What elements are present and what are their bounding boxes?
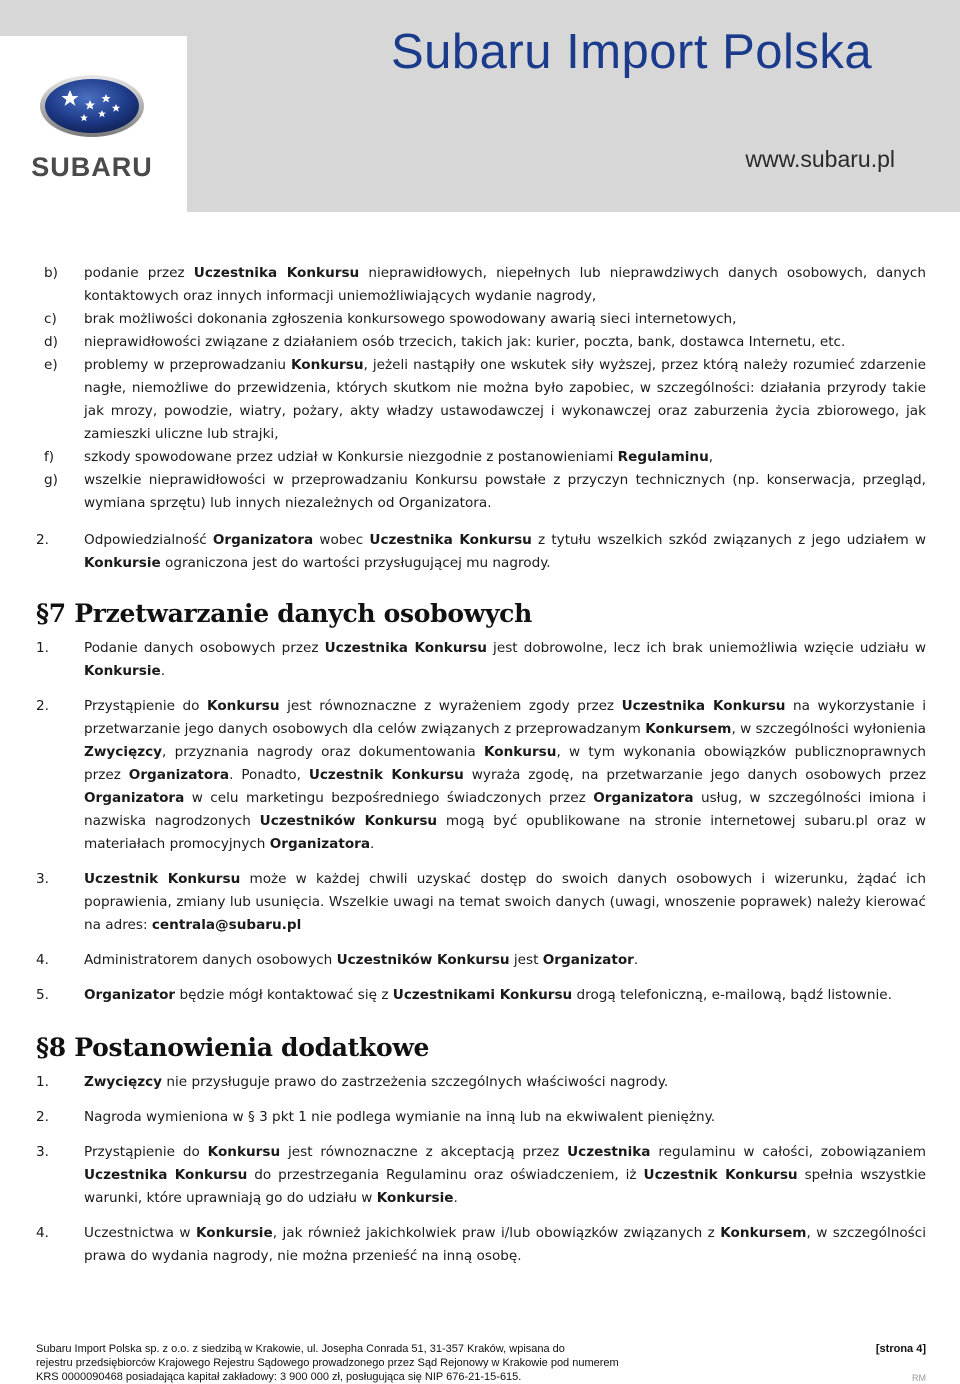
list-item-label: c): [44, 311, 57, 327]
numbered-item: [36, 949, 926, 972]
numbered-item: [36, 529, 926, 575]
numbered-item-label: 4.: [36, 952, 49, 968]
list-item: [36, 308, 926, 331]
numbered-item-text: Przystąpienie do Konkursu jest równoznaczne z akceptacją przez Uczestnika regulaminu w całości, zobowiązaniem Uczestnika Konkursu do przestrzegania Regulaminu oraz oświadczeniem, iż Uczestnik Konkursu spełnia wszystkie warunki, które uprawniają go do udziału w Konkursie.: [84, 1144, 927, 1206]
list-item-text: podanie przez Uczestnika Konkursu nieprawidłowych, niepełnych lub nieprawdziwych danych osobowych, danych kontaktowych oraz innych informacji uniemożliwiających wydanie nagrody,: [84, 265, 927, 304]
list-item-label: e): [44, 357, 58, 373]
numbered-item: [36, 1141, 926, 1210]
list-item-text: brak możliwości dokonania zgłoszenia konkursowego spowodowany awarią sieci internetowych,: [84, 311, 737, 327]
list-item-text: szkody spowodowane przez udział w Konkursie niezgodnie z postanowieniami Regulaminu,: [84, 449, 714, 465]
numbered-item: [36, 1106, 926, 1129]
section-7-list: [36, 637, 926, 1007]
numbered-item: [36, 1222, 926, 1268]
numbered-item-text: Odpowiedzialność Organizatora wobec Uczestnika Konkursu z tytułu wszelkich szkód związanych z jego udziałem w Konkursie ograniczona jest do wartości przysługującej mu nagrody.: [84, 532, 926, 571]
list-item-label: b): [44, 265, 58, 281]
list-item: [36, 262, 926, 308]
numbered-item-text: Podanie danych osobowych przez Uczestnika Konkursu jest dobrowolne, lecz ich brak uniemożliwia wzięcie udziału w Konkursie.: [84, 640, 926, 679]
subaru-logo: [0, 36, 187, 212]
list-item-label: d): [44, 334, 58, 350]
logo-wordmark: SUBARU: [31, 152, 153, 182]
document-body: [36, 262, 926, 1268]
numbered-item-label: 1.: [36, 1074, 49, 1090]
list-item-text: problemy w przeprowadzaniu Konkursu, jeżeli nastąpiły one wskutek siły wyższej, przez którą należy rozumieć zdarzenie nagłe, niemożliwe do przewidzenia, których skutkom nie można było zapobiec, w szczególności: działania przyrody takie jak mrozy, powodzie, wiatry, pożary, akty władzy ustawodawczej i wykonawczej oraz zaburzenia życia zbiorowego, jak zamieszki uliczne lub strajki,: [84, 357, 926, 442]
liability-exclusions-list: [36, 262, 926, 515]
numbered-item: [36, 984, 926, 1007]
subaru-logo-icon: [26, 66, 162, 184]
numbered-item-text: Zwycięzcy nie przysługuje prawo do zastrzeżenia szczególnych właściwości nagrody.: [84, 1074, 669, 1090]
numbered-item-label: 3.: [36, 1144, 49, 1160]
numbered-item: [36, 868, 926, 937]
numbered-item-label: 5.: [36, 987, 49, 1003]
numbered-item: [36, 637, 926, 683]
numbered-item-text: Przystąpienie do Konkursu jest równoznaczne z wyrażeniem zgody przez Uczestnika Konkursu na wykorzystanie i przetwarzanie jego danych osobowych dla celów związanych z przeprowadzanym Konkursem, w szczególności wyłonienia Zwycięzcy, przyznania nagrody oraz dokumentowania Konkursu, w tym wykonania obowiązków publicznoprawnych przez Organizatora. Ponadto, Uczestnik Konkursu wyraża zgodę, na przetwarzanie jego danych osobowych przez Organizatora w celu marketingu bezpośredniego świadczonych przez Organizatora usług, w szczególności imiona i nazwiska nagrodzonych Uczestników Konkursu mogą być opublikowane na stronie internetowej subaru.pl oraz w materiałach promocyjnych Organizatora.: [84, 698, 927, 852]
page-number: [strona 4]: [875, 1343, 926, 1355]
section-heading-7: §7 Przetwarzanie danych osobowych: [36, 599, 532, 628]
list-item-text: nieprawidłowości związane z działaniem osób trzecich, takich jak: kurier, poczta, bank, dostawca Internetu, etc.: [84, 334, 846, 350]
footer-company-line-2: rejestru przedsiębiorców Krajowego Rejestru Sądowego prowadzonego przez Sąd Rejonowy w Krakowie pod numerem: [36, 1357, 619, 1369]
section-heading-8: §8 Postanowienia dodatkowe: [36, 1033, 430, 1062]
numbered-item-label: 2.: [36, 1109, 49, 1125]
brand-url[interactable]: www.subaru.pl: [745, 146, 895, 172]
list-item-label: f): [44, 449, 55, 465]
numbered-item-label: 3.: [36, 871, 49, 887]
page-header: [0, 0, 960, 212]
numbered-item-label: 1.: [36, 640, 49, 656]
numbered-item: [36, 1071, 926, 1094]
numbered-item-text: Organizator będzie mógł kontaktować się z Uczestnikami Konkursu drogą telefoniczną, e-mailową, bądź listownie.: [84, 987, 892, 1003]
numbered-item-text: Uczestnictwa w Konkursie, jak również jakichkolwiek praw i/lub obowiązków związanych z Konkursem, w szczególności prawa do wydania nagrody, nie można przenieść na inną osobę.: [84, 1225, 926, 1264]
footer-rm-mark: RM: [912, 1373, 926, 1383]
numbered-item-text: Nagroda wymieniona w § 3 pkt 1 nie podlega wymianie na inną lub na ekwiwalent pieniężny.: [84, 1109, 716, 1125]
numbered-item-label: 2.: [36, 532, 49, 548]
footer-company-line-1: Subaru Import Polska sp. z o.o. z siedzibą w Krakowie, ul. Josepha Conrada 51, 31-357 Kraków, wpisana do: [36, 1343, 565, 1355]
list-item-text: wszelkie nieprawidłowości w przeprowadzaniu Konkursu powstałe z przyczyn technicznych (np. konserwacja, przegląd, wymiana sprzętu) lub innych niezależnych od Organizatora.: [84, 472, 926, 511]
numbered-item-text: Uczestnik Konkursu może w każdej chwili uzyskać dostęp do swoich danych osobowych i wizerunku, żądać ich poprawienia, zmiany lub usunięcia. Wszelkie uwagi na temat swoich danych (uwagi, wnoszenie poprawek) należy kierować na adres: centrala@subaru.pl: [84, 871, 926, 933]
page-footer: [36, 1342, 926, 1384]
numbered-item-label: 4.: [36, 1225, 49, 1241]
list-item: [36, 469, 926, 515]
numbered-item-label: 2.: [36, 698, 49, 714]
section-8-list: [36, 1071, 926, 1268]
brand-title: Subaru Import Polska: [391, 25, 873, 79]
list-item: [36, 354, 926, 446]
numbered-item-text: Administratorem danych osobowych Uczestników Konkursu jest Organizator.: [84, 952, 639, 968]
list-item: [36, 446, 926, 469]
list-item-label: g): [44, 472, 58, 488]
list-item: [36, 331, 926, 354]
numbered-item: [36, 695, 926, 856]
footer-company-line-3: KRS 0000090468 posiadająca kapitał zakładowy: 3 900 000 zł, posługująca się NIP 676-21-15-615.: [36, 1371, 522, 1383]
